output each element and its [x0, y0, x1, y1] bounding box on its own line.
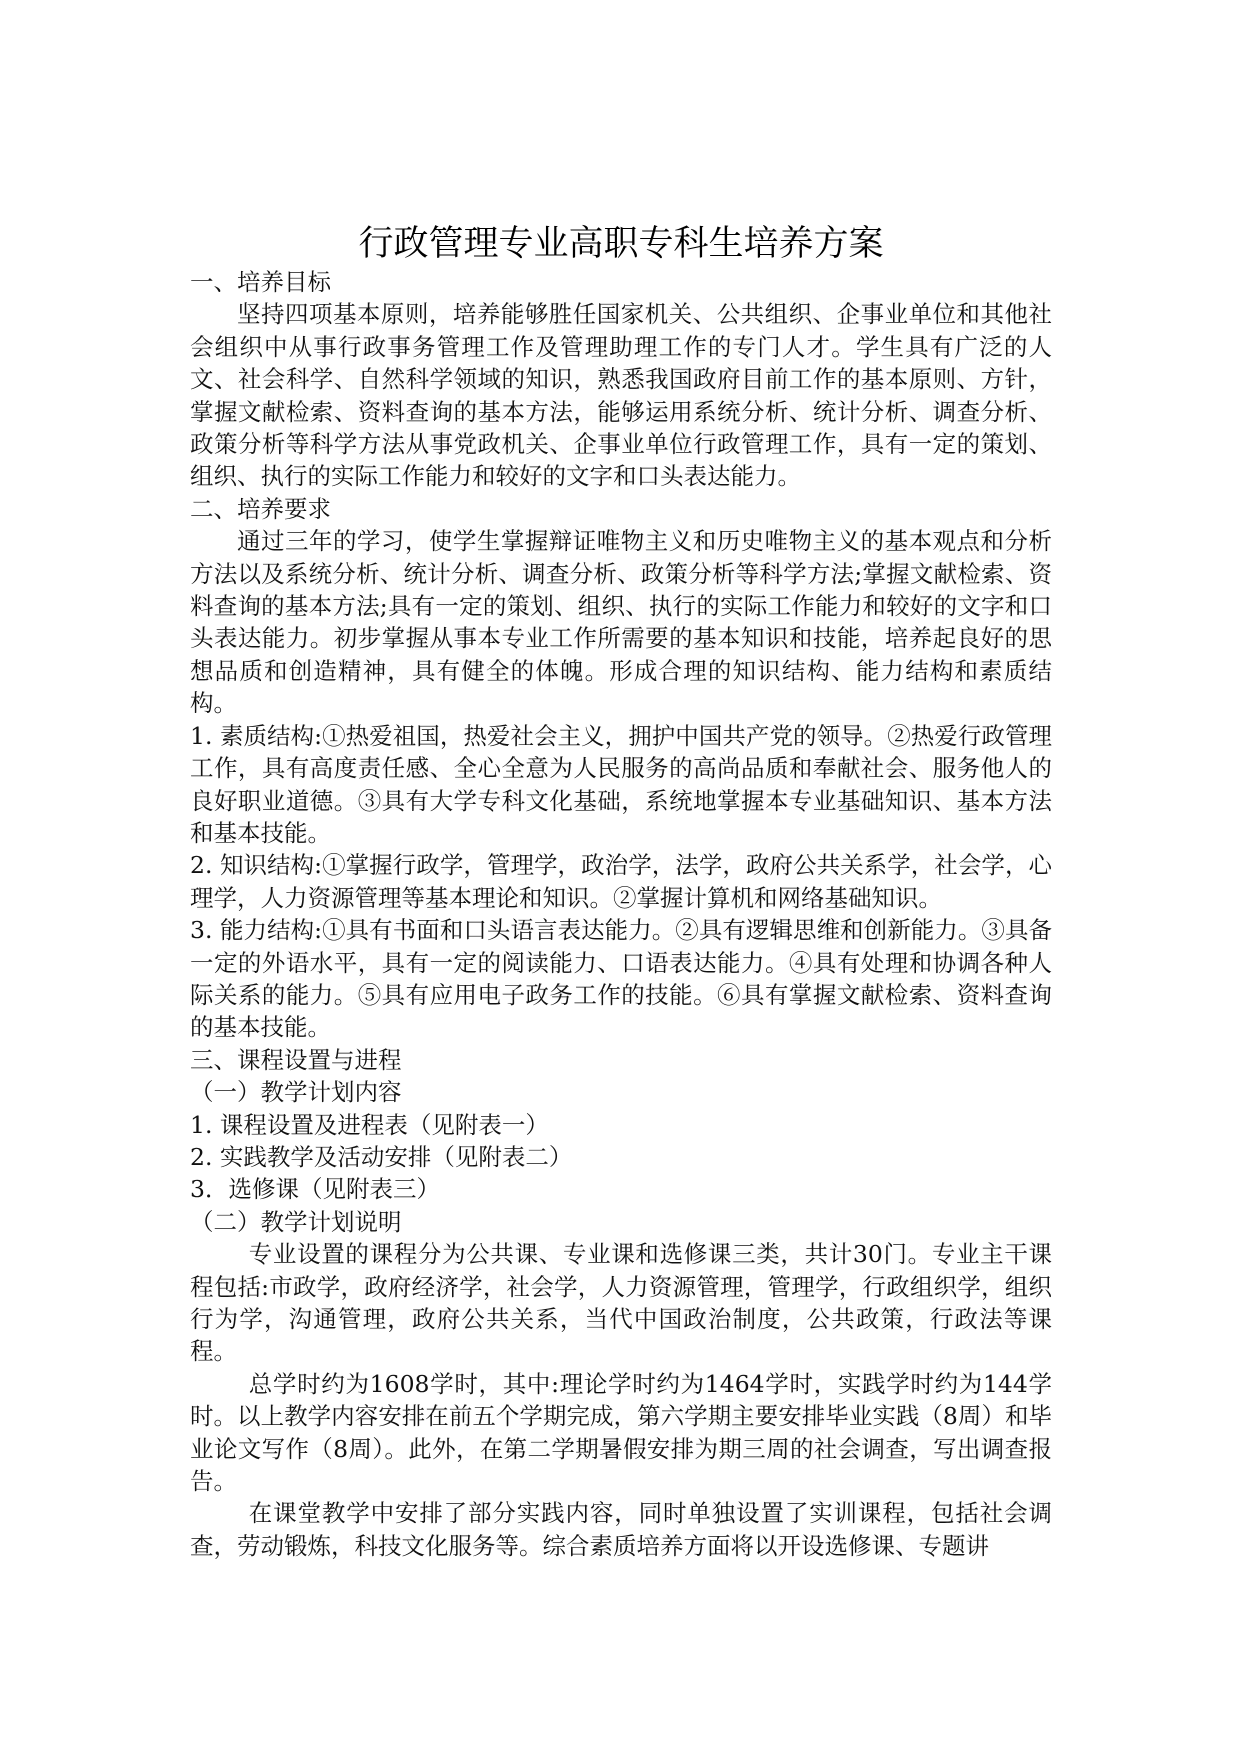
paragraph-training-goals: 坚持四项基本原则，培养能够胜任国家机关、公共组织、企事业单位和其他社会组织中从事行政事务管理工作及管理助理工作的专门人才。学生具有广泛的人文、社会科学、自然科学领域的知识，熟悉我国政府目前工作的基本原则、方针，掌握文献检索、资料查询的基本方法，能够运用系统分析、统计分析、调查分析、政策分析等科学方法从事党政机关、企事业单位行政管理工作，具有一定的策划、组织、执行的实际工作能力和较好的文字和口头表达能力。: [190, 300, 1052, 491]
paragraph-course-categories: 专业设置的课程分为公共课、专业课和选修课三类，共计30门。专业主干课程包括:市政学，政府经济学，社会学，人力资源管理，管理学，行政组织学，组织行为学，沟通管理，政府公共关系，当代中国政治制度，公共政策，行政法等课程。: [190, 1240, 1052, 1366]
list-item-knowledge-structure: 2. 知识结构:①掌握行政学，管理学，政治学，法学，政府公共关系学，社会学，心理学，人力资源管理等基本理论和知识。②掌握计算机和网络基础知识。: [190, 851, 1052, 912]
document-body: [190, 222, 1052, 1562]
paragraph-training-requirements: 通过三年的学习，使学生掌握辩证唯物主义和历史唯物主义的基本观点和分析方法以及系统分析、统计分析、调查分析、政策分析等科学方法;掌握文献检索、资料查询的基本方法;具有一定的策划、组织、执行的实际工作能力和较好的文字和口头表达能力。初步掌握从事本专业工作所需要的基本知识和技能，培养起良好的思想品质和创造精神，具有健全的体魄。形成合理的知识结构、能力结构和素质结构。: [190, 527, 1052, 718]
section-heading-curriculum: 三、课程设置与进程: [190, 1045, 402, 1074]
list-item-ability-structure: 3. 能力结构:①具有书面和口头语言表达能力。②具有逻辑思维和创新能力。③具备一定的外语水平，具有一定的阅读能力、口语表达能力。④具有处理和协调各种人际关系的能力。⑤具有应用电子政务工作的技能。⑥具有掌握文献检索、资料查询的基本技能。: [190, 916, 1052, 1042]
section-heading-training-requirements: 二、培养要求: [190, 494, 331, 523]
paragraph-total-hours: 总学时约为1608学时，其中:理论学时约为1464学时，实践学时约为144学时。以上教学内容安排在前五个学期完成，第六学期主要安排毕业实践（8周）和毕业论文写作（8周）。此外，在第二学期暑假安排为期三周的社会调查，写出调查报告。: [190, 1369, 1052, 1496]
subheading-teaching-plan-content: （一）教学计划内容: [190, 1078, 402, 1107]
list-item-course-schedule: 1. 课程设置及进程表（见附表一）: [190, 1110, 549, 1139]
subheading-teaching-plan-notes: （二）教学计划说明: [190, 1207, 402, 1236]
list-item-practice-teaching: 2. 实践教学及活动安排（见附表二）: [190, 1142, 573, 1171]
document-title: 行政管理专业高职专科生培养方案: [358, 224, 884, 264]
list-item-electives: 3．选修课（见附表三）: [190, 1175, 440, 1204]
list-item-quality-structure: 1. 素质结构:①热爱祖国，热爱社会主义，拥护中国共产党的领导。②热爱行政管理工作，具有高度责任感、全心全意为人民服务的高尚品质和奉献社会、服务他人的良好职业道德。③具有大学专科文化基础，系统地掌握本专业基础知识、基本方法和基本技能。: [190, 721, 1052, 847]
paragraph-practice-content: 在课堂教学中安排了部分实践内容，同时单独设置了实训课程，包括社会调查，劳动锻炼，科技文化服务等。综合素质培养方面将以开设选修课、专题讲: [190, 1499, 1052, 1560]
section-heading-training-goals: 一、培养目标: [190, 268, 331, 296]
